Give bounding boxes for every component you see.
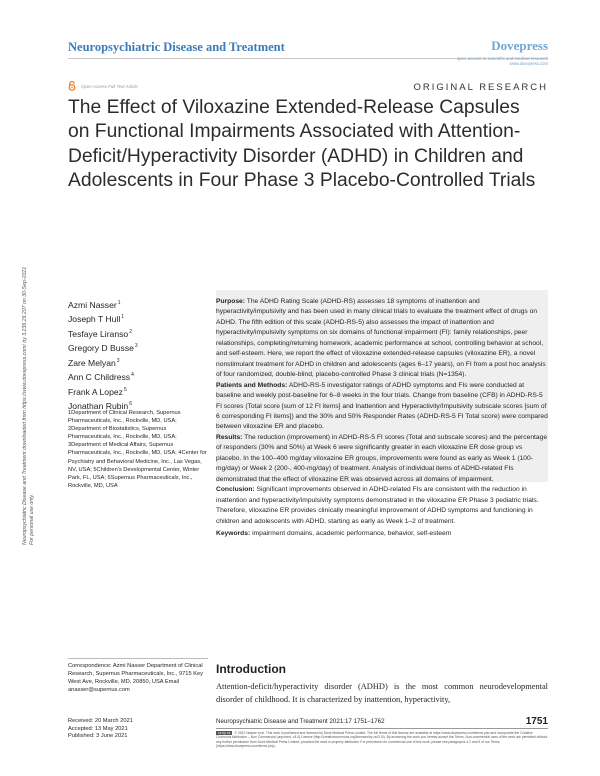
cc-license-icon[interactable]: cc by nc: [218, 731, 231, 735]
author[interactable]: Frank A Lopez$^5$: [68, 386, 127, 397]
publisher-tagline: open access to scientific and medical research: [456, 56, 548, 61]
publisher-name: Dovepress: [491, 38, 548, 53]
affiliations: 1Department of Clinical Research, Supernus Pharmaceuticals, Inc., Rockville, MD, USA; 2Department of Biostatistics, Supernus Pharmaceuticals, Inc., Rockville, MD, USA; 3Department of Medical Affairs, Supernus Pharmaceuticals, Inc., Rockville, MD, USA; 4Center for Psychiatry and Behavioral Medicine, Inc., Las Vegas, NV, USA; 5Children's Developmental Center, Winter Park, FL, USA; 6Supernus Pharmaceuticals, Inc., Rockville, MD, USA: [68, 410, 207, 489]
publisher-url: www.dovepress.com: [509, 61, 548, 66]
correspondence-divider: [68, 658, 208, 659]
article-type: ORIGINAL RESEARCH: [413, 82, 548, 93]
publisher-logo[interactable]: [457, 38, 548, 66]
introduction-text: Attention-deficit/hyperactivity disorder (ADHD) is the most common neurodevelopmental disorder of childhood. It is characterized by inattention, hyperactivity,: [216, 682, 548, 704]
personal-use-line: For personal use only.: [29, 494, 35, 545]
article-title: The Effect of Viloxazine Extended-Release Capsules on Functional Impairments Associated with Attention-Deficit/Hyperactivity Disorder (ADHD) in Children and Adolescents in Four Phase 3 Placebo-Controlled Trials: [68, 97, 536, 192]
correspondence: Correspondence: Azmi Nasser Department of Clinical Research, Supernus Pharmaceuticals, Inc., 9715 Key West Ave, Rockville, MD, 20850, USA Email anasser@supernus.com: [68, 663, 203, 694]
author[interactable]: Tesfaye Liranso$^2$: [68, 328, 132, 339]
author[interactable]: Azmi Nasser$^1$: [68, 299, 121, 310]
abstract-conclusion: Conclusion: Significant improvements observed in ADHD-related FIs are consistent with the reduction in inattention and hyperactivity/impulsivity symptoms demonstrated in the viloxazine ER Phase 3 pediatric trials. Therefore, viloxazine ER provides clinically meaningful improvement of ADHD symptoms and functioning in children and adolescents with ADHD, starting as early as Week 1–2 of treatment.: [216, 486, 539, 525]
author[interactable]: Joseph T Hull$^1$: [68, 314, 125, 325]
author[interactable]: Zare Melyan$^3$: [68, 357, 120, 368]
abstract: [216, 297, 548, 539]
open-access-badge: [68, 81, 138, 91]
abstract-purpose: Purpose: The ADHD Rating Scale (ADHD-RS) assesses 18 symptoms of inattention and hyperactivity/impulsivity and has been used in many clinical trials to evaluate the treatment effect of drugs on ADHD. The fifth edition of this scale (ADHD-RS-5) also assesses the impact of inattention and hyperactivity/impulsivity symptoms on six domains of functional impairment (FI): family relationships, peer relationships, completing/returning homework, academic performance at school, controlling behavior at school, and self-esteem. Here, we report the effect of viloxazine extended-release capsules (viloxazine ER), a novel nonstimulant treatment for ADHD in children and adolescents (ages 6–17 years), on FI from a post hoc analysis of four randomized, double-blind, placebo-controlled Phase 3 clinical trials (N=1354).: [216, 298, 546, 379]
abstract-keywords: Keywords: impairment domains, academic performance, behavior, self-esteem: [216, 529, 452, 537]
received-date: Received: 20 March 2021: [68, 718, 133, 724]
open-access-icon: [68, 81, 76, 91]
abstract-methods: Patients and Methods: ADHD-RS-5 investigator ratings of ADHD symptoms and FIs were conducted at baseline and weekly post-baseline for 6–8 weeks in the four trials. Change from baseline (CFB) in ADHD-RS-5 FI scores (Total score [sum of 12 FI items] and Inattention and Hyperactivity/Impulsivity subscale scores [sum of 6 corresponding FI items]) and the 30% and 50% Responder Rates (ADHD-RS-5 FI Total score) were compared between viloxazine ER and placebo.: [216, 381, 548, 431]
open-access-label: Open Access Full Text Article: [81, 83, 138, 89]
download-notice: [22, 25, 40, 545]
author-list: [68, 297, 208, 413]
author[interactable]: Ann C Childress$^4$: [68, 372, 134, 383]
license-notice: [216, 731, 548, 748]
footer-divider: [216, 728, 548, 729]
download-notice-line: Neuropsychiatric Disease and Treatment downloaded from https://www.dovepress.com/ by 3.236.29.207 on 30-Sep-2021: [22, 266, 28, 545]
accepted-date: Accepted: 13 May 2021: [68, 725, 128, 732]
journal-title[interactable]: Neuropsychiatric Disease and Treatment: [68, 40, 285, 54]
license-text: © 2021 Nasser et al. This work is published and licensed by Dove Medical Press Limited. The full terms of this license are available at https://www.dovepress.com/terms.php and incorporate the Creative Commons Attribution – Non Commercial (unported, v3.0) License (http://creativecommons.org/licenses/by-nc/3.0/). By accessing the work you hereby accept the Terms. Non-commercial uses of the work are permitted without any further permission from Dove Medical Press Limited, provided the work is properly attributed. For permission for commercial use of this work, please see paragraphs 4.2 and 5 of our Terms (https://www.dovepress.com/terms.php).: [216, 731, 548, 748]
author[interactable]: Jonathan Rubin$^6$: [68, 401, 132, 412]
published-date: Published: 3 June 2021: [68, 733, 128, 740]
page-number: 1751: [525, 716, 548, 727]
article-dates: [68, 718, 133, 741]
author[interactable]: Gregory D Busse$^3$: [68, 343, 138, 354]
abstract-results: Results: The reduction (improvement) in ADHD-RS-5 FI scores (Total and subscale scores) and the percentage of responders (30% and 50%) at Week 6 were significantly greater in each viloxazine ER dose group vs placebo. In the 100–400 mg/day viloxazine ER groups, improvements were found as early as Week 1 (100-mg/day) or Week 2 (200-, 400-mg/day) of treatment. Analysis of individual items of ADHD-related FIs demonstrated that the effect of viloxazine ER was observed across all domains of impairment.: [216, 433, 548, 483]
introduction-heading: Introduction: [216, 662, 286, 676]
footer-citation[interactable]: Neuropsychiatric Disease and Treatment 2021:17 1751–1762: [216, 718, 385, 725]
